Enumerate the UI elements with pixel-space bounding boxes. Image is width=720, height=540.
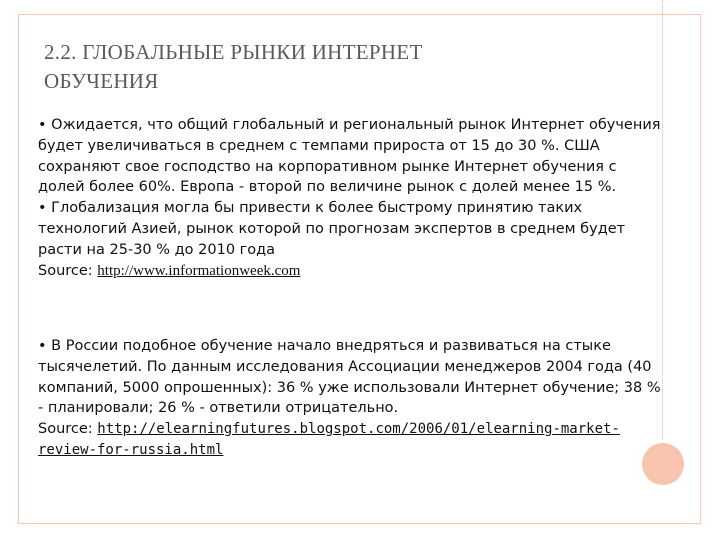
source-line-1 bbox=[38, 261, 662, 282]
source-line-2 bbox=[38, 419, 662, 461]
slide-title bbox=[44, 38, 644, 96]
source-label: Source: bbox=[38, 421, 98, 438]
source-link-elearningfutures[interactable]: http://elearningfutures.blogspot.com/2006/01/elearning-market-review-for-russia.html bbox=[38, 421, 620, 458]
bullet-globalization: • Глобализация могла бы привести к более быстрому принятию таких технологий Азией, рынок которой по прогнозам экспертов в среднем будет расти на 25-30 % до 2010 года bbox=[38, 200, 626, 258]
text-block-global bbox=[38, 115, 662, 281]
bullet-russia: • В России подобное обучение начало внедряться и развиваться на стыке тысячелетий. По данным исследования Ассоциации менеджеров 2004 года (40 компаний, 5000 опрошенных): 36 % уже использовали Интернет обучение; 38 % - планировали; 26 % - ответили отрицательно. bbox=[38, 338, 661, 417]
title-line-1: 2.2. ГЛОБАЛЬНЫЕ РЫНКИ ИНТЕРНЕТ bbox=[44, 40, 423, 64]
source-label: Source: bbox=[38, 262, 98, 279]
decorative-dotted-line bbox=[662, 0, 663, 440]
bullet-market-growth: • Ожидается, что общий глобальный и региональный рынок Интернет обучения будет увеличиваться в среднем с темпами прироста от 15 до 30 %. США сохраняют свое господство на корпоративном рынке Интернет обучения с долей более 60%. Европа - второй по величине рынок с долей менее 15 %. bbox=[38, 117, 661, 196]
source-link-informationweek[interactable]: http://www.informationweek.com bbox=[97, 262, 301, 279]
title-line-2: ОБУЧЕНИЯ bbox=[44, 69, 159, 93]
text-block-russia bbox=[38, 336, 662, 461]
